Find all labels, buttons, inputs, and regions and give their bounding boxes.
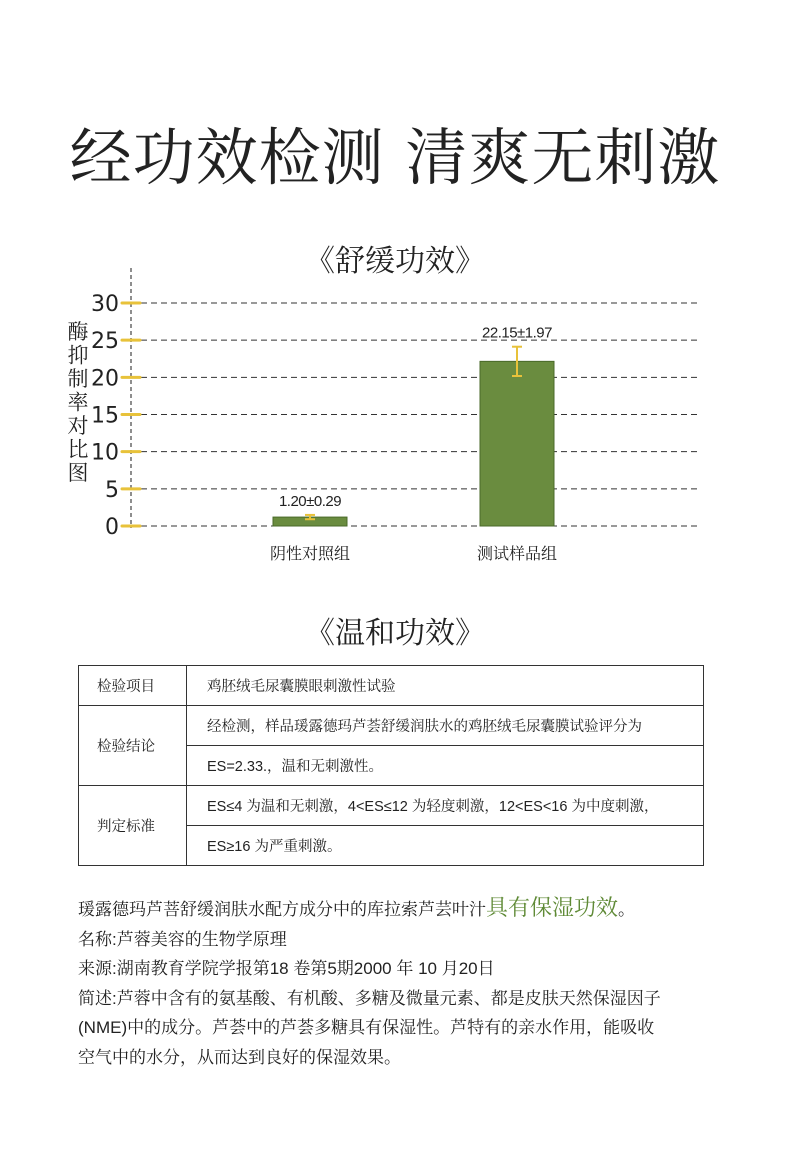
x-category-label: 阴性对照组 <box>269 544 351 563</box>
row-label-test-item: 检验项目 <box>79 666 187 706</box>
y-tick-label: 0 <box>105 515 119 540</box>
table-row <box>79 666 704 706</box>
y-axis-label-char: 比 <box>67 437 89 462</box>
y-axis-label-char: 制 <box>67 367 89 391</box>
y-axis-label-char: 图 <box>67 461 89 485</box>
criteria-line-2: ES≥16 为严重刺激。 <box>187 826 704 866</box>
y-axis-label-char: 酶 <box>67 320 89 344</box>
description-line <box>78 893 718 925</box>
y-axis-label-char: 抑 <box>67 343 89 368</box>
chart-grid <box>131 303 700 526</box>
description-text: 瑗露德玛芦菩舒缓润肤水配方成分中的库拉索芦芸叶汁 <box>78 900 486 919</box>
y-axis-label-char: 对 <box>67 414 89 438</box>
description-line: 简述:芦蓉中含有的氨基酸、有机酸、多糖及微量元素、都是皮肤天然保湿因子 <box>78 988 661 1008</box>
y-tick-label: 30 <box>91 292 119 317</box>
y-tick-label: 25 <box>91 329 119 355</box>
description-line: 名称:芦蓉美容的生物学原理 <box>78 929 287 949</box>
soothing-section-title: 《舒缓功效》 <box>305 244 485 279</box>
highlight-text: 具有保湿功效 <box>486 895 619 920</box>
y-tick-label: 5 <box>105 477 119 503</box>
bar <box>480 361 554 526</box>
test-item-value: 鸡胚绒毛尿囊膜眼刺激性试验 <box>187 666 704 706</box>
chart-bars <box>270 325 557 563</box>
y-axis-label-char: 率 <box>67 390 89 415</box>
data-label: 1.20±0.29 <box>278 492 342 510</box>
description-text: 。 <box>618 900 636 919</box>
row-label-criteria: 判定标准 <box>79 786 187 866</box>
criteria-line-1: ES≤4 为温和无刺激，4<ES≤12 为轻度刺激，12<ES<16 为中度刺激， <box>187 786 704 826</box>
data-label: 22.15±1.97 <box>482 324 552 342</box>
x-category-label: 测试样品组 <box>476 544 558 563</box>
description-line: (NME)中的成分。芦荟中的芦荟多糖具有保湿性。芦特有的亲水作用，能吸收 <box>78 1018 655 1037</box>
mild-section-title: 《温和功效》 <box>305 616 485 651</box>
table-row <box>79 786 704 826</box>
table-row <box>79 706 704 746</box>
irritation-test-table <box>78 665 704 866</box>
soothing-bar-chart <box>0 260 790 580</box>
y-tick-label: 10 <box>91 440 119 466</box>
conclusion-line-1: 经检测，样品瑗露德玛芦荟舒缓润肤水的鸡胚绒毛尿囊膜试验评分为 <box>187 706 704 746</box>
conclusion-line-2: ES=2.33.，温和无刺激性。 <box>187 746 704 786</box>
page-title: 经功效检测 清爽无刺激 <box>69 121 721 194</box>
y-axis-ticks <box>91 292 140 540</box>
description-line: 空气中的水分，从而达到良好的保湿效果。 <box>78 1047 401 1067</box>
y-tick-label: 15 <box>91 403 119 429</box>
description-line: 来源:湖南教育学院学报第18 卷第5期2000 年 10 月20日 <box>78 959 495 978</box>
y-tick-label: 20 <box>91 366 119 392</box>
row-label-conclusion: 检验结论 <box>79 706 187 786</box>
y-axis-label <box>68 320 89 485</box>
description-block <box>78 893 718 1072</box>
